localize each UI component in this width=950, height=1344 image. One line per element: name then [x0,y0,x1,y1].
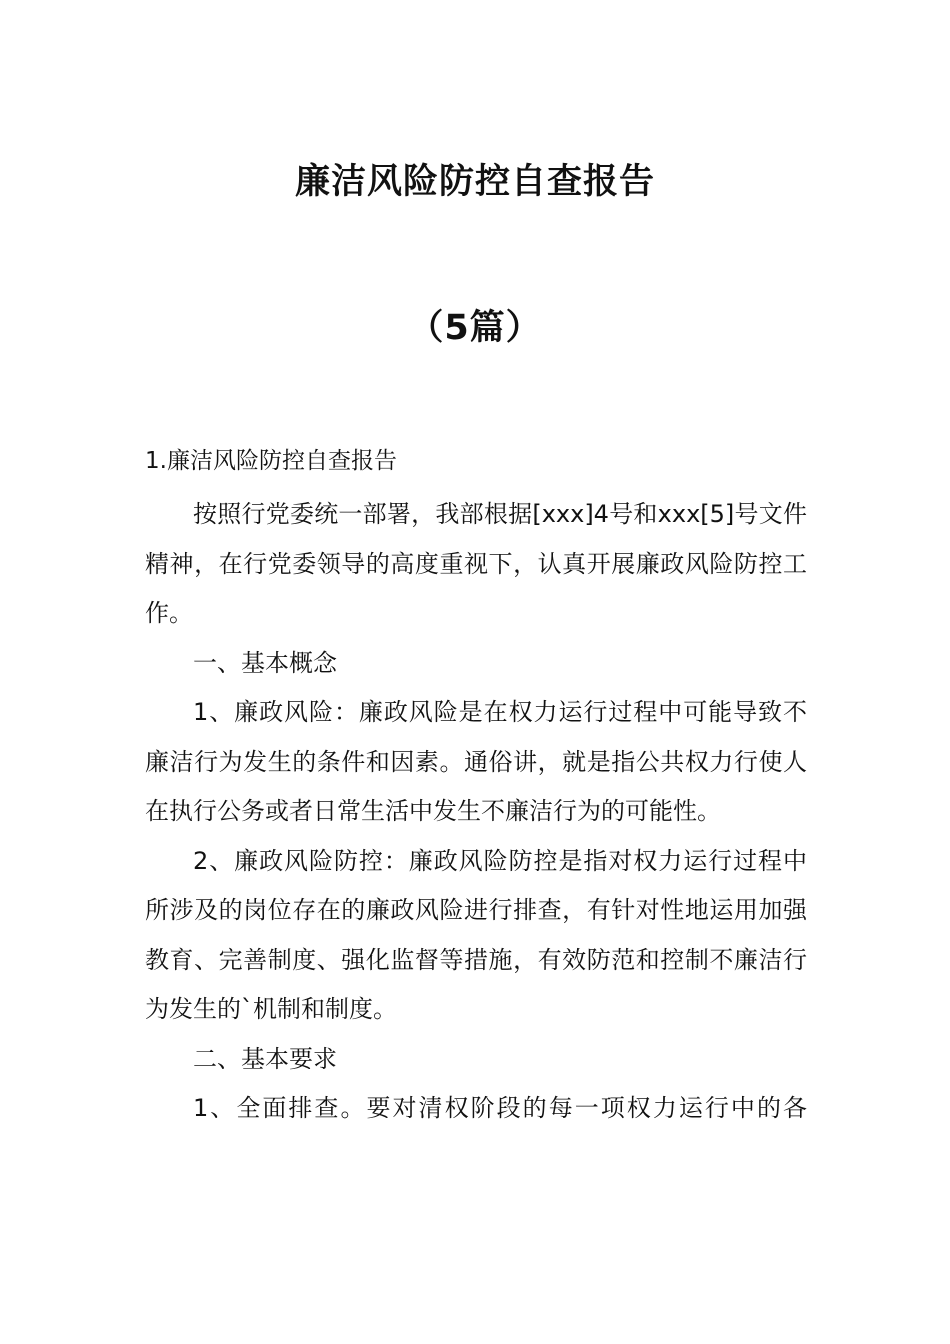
document-body [145,490,807,1134]
paragraph: 一、基本概念 [193,648,337,677]
paragraph: 1、全面排查。要对清权阶段的每一项权力运行中的各 [193,1094,807,1122]
paragraph: 2、廉政风险防控：廉政风险防控是指对权力运行过程中所涉及的岗位存在的廉政风险进行排查，有针对性地运用加强教育、完善制度、强化监督等措施，有效防范和控制不廉洁行为发生的`机制和制度。 [145,846,807,1023]
paragraph: 1、廉政风险：廉政风险是在权力运行过程中可能导致不廉洁行为发生的条件和因素。通俗讲，就是指公共权力行使人在执行公务或者日常生活中发生不廉洁行为的可能性。 [145,698,807,825]
document-title: 廉洁风险防控自查报告 [294,162,655,202]
paragraph: 按照行党委统一部署，我部根据[xxx]4号和xxx[5]号文件精神，在行党委领导的高度重视下，认真开展廉政风险防控工作。 [145,500,807,627]
document-subtitle: （5篇） [408,308,542,348]
section-heading: 1.廉洁风险防控自查报告 [145,448,397,474]
paragraph: 二、基本要求 [193,1044,337,1073]
